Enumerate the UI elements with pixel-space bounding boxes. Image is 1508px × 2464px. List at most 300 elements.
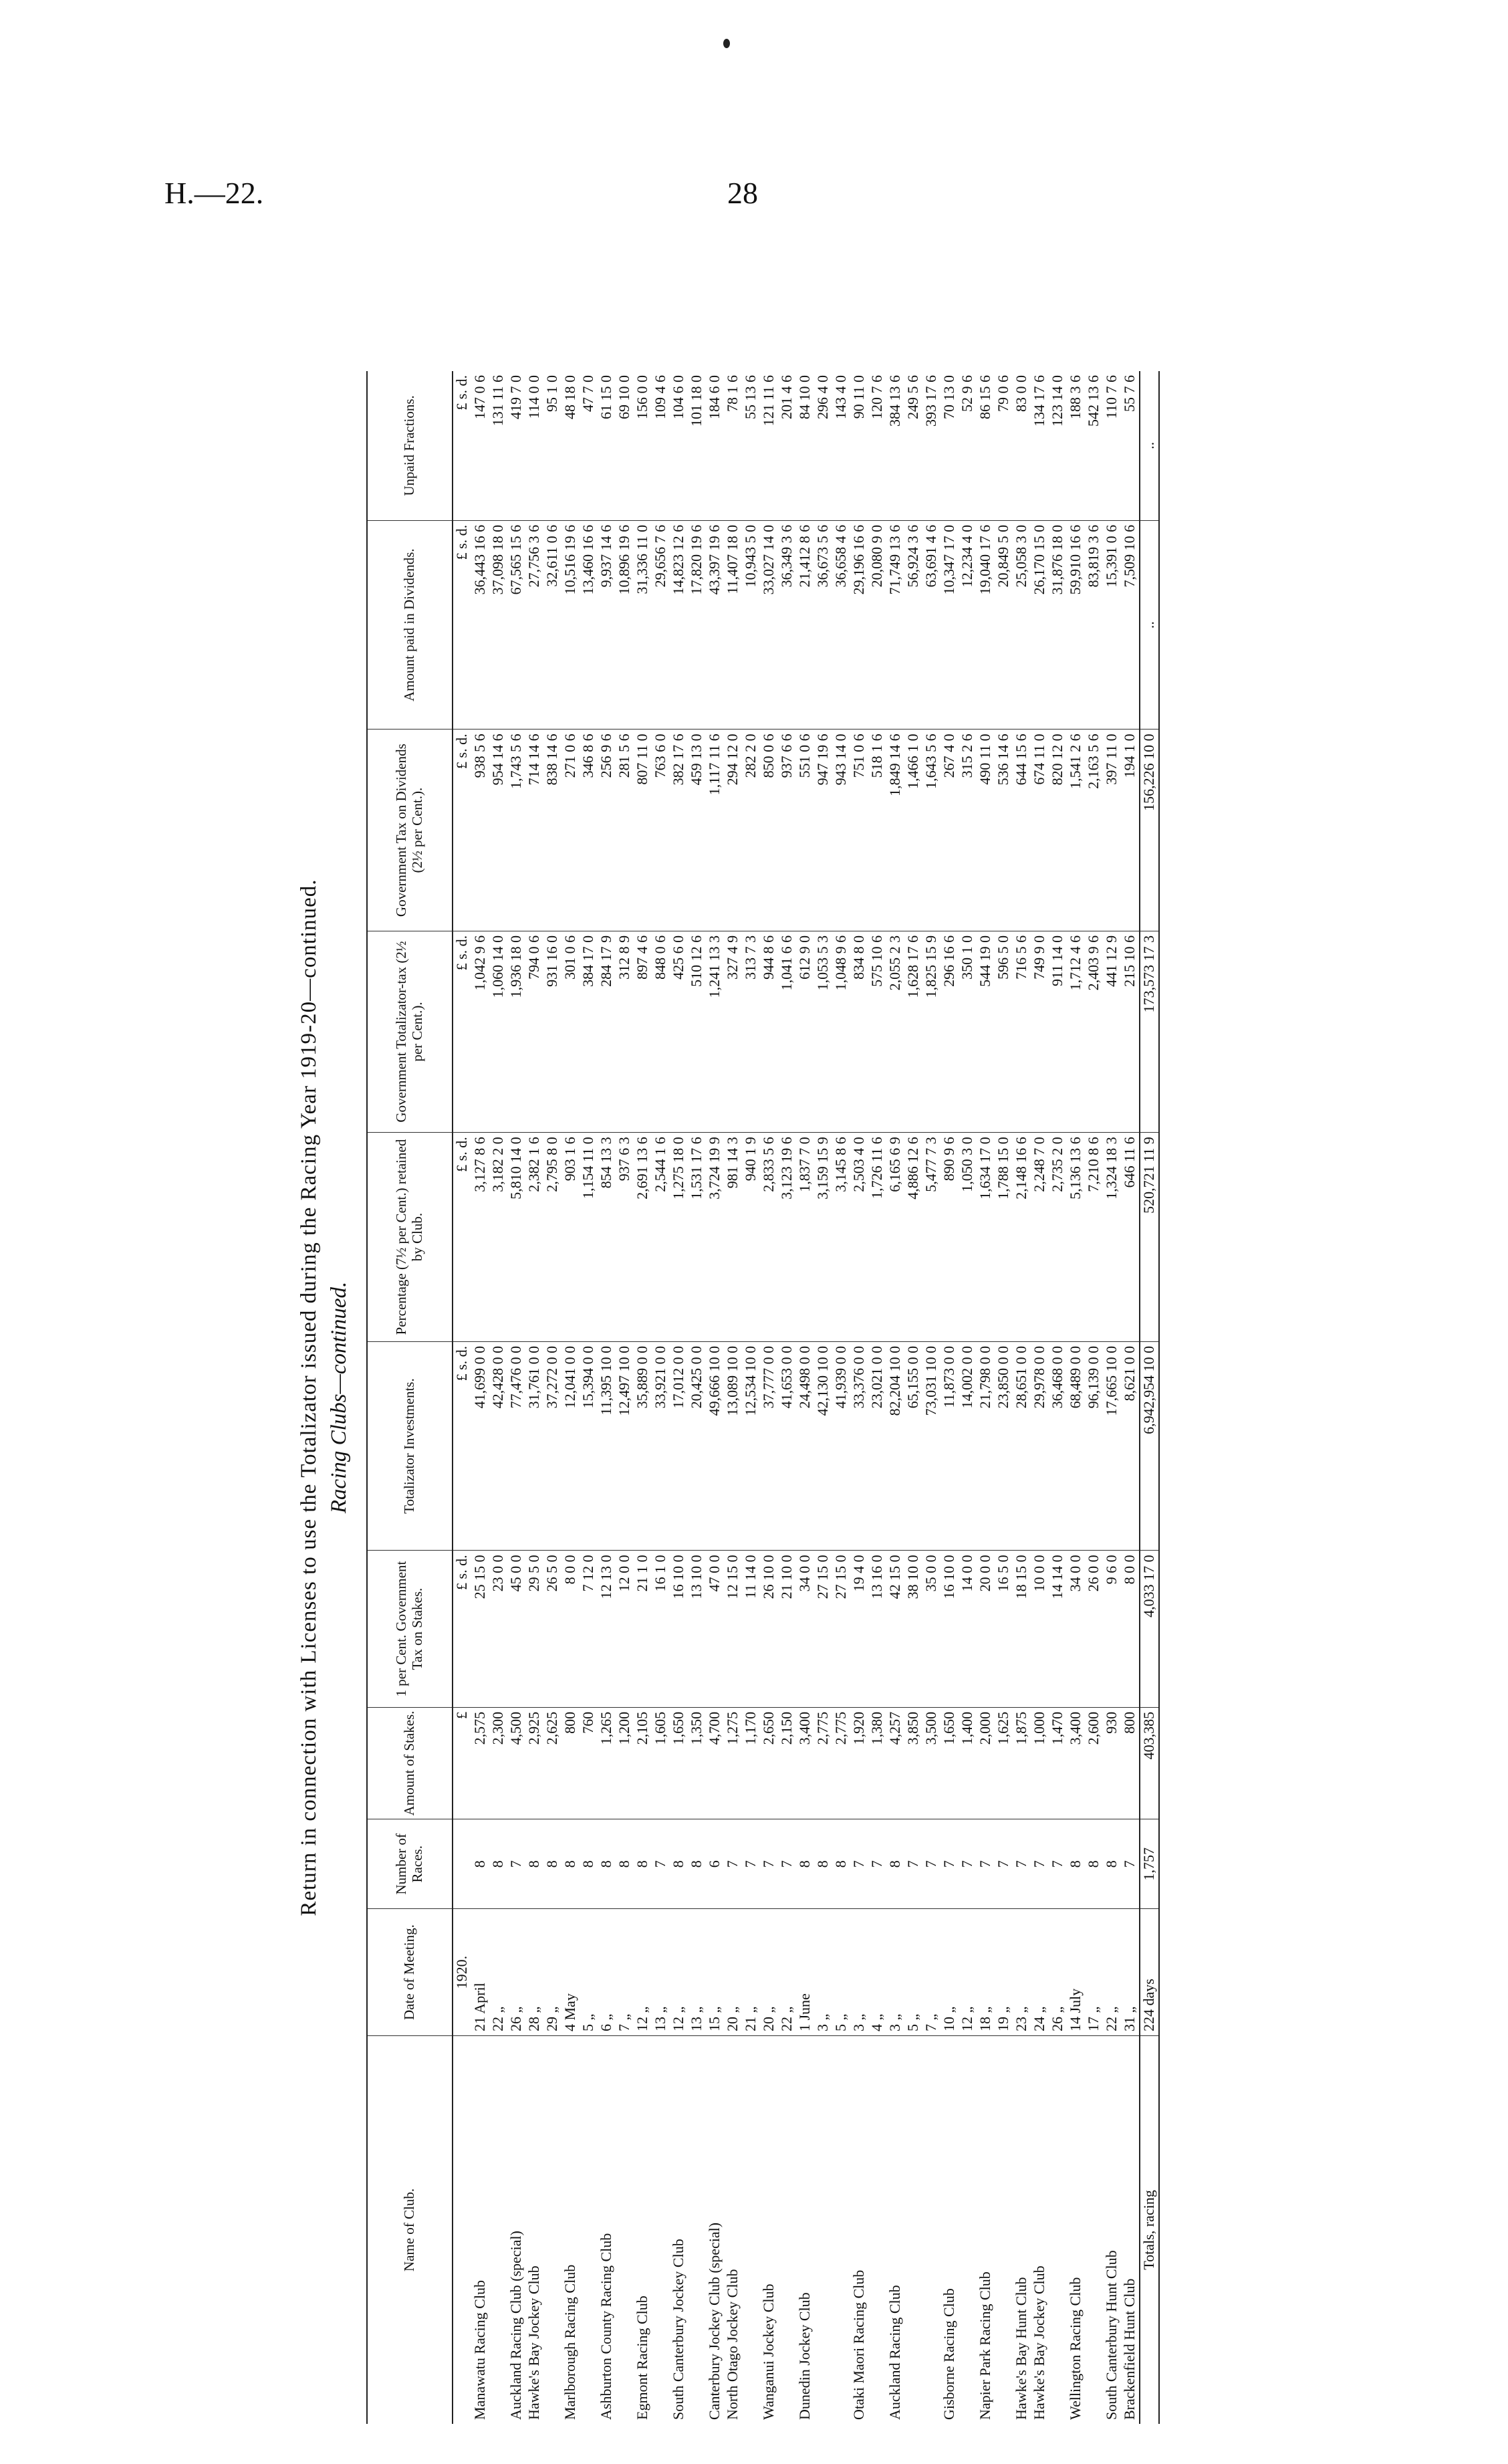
table-row (814, 371, 832, 2424)
value-cell: 70 13 0 (940, 371, 959, 520)
value-cell: 7 (922, 1819, 940, 1909)
value-cell: 937 6 3 (616, 1133, 634, 1342)
value-cell: 37,272 0 0 (543, 1341, 561, 1551)
value-cell: 35 0 0 (922, 1551, 940, 1707)
value-cell: 848 0 6 (652, 931, 670, 1132)
value-cell: 3,400 (1067, 1707, 1085, 1819)
value-cell: 1,400 (959, 1707, 977, 1819)
value-cell: 21 „ (742, 1909, 760, 2036)
value-cell: 5,810 14 0 (507, 1133, 525, 1342)
club-name-cell: Auckland Racing Club (special) (507, 2231, 525, 2420)
value-cell: 12 0 0 (616, 1551, 634, 1707)
value-cell: 7 (904, 1819, 922, 1909)
value-cell: 55 7 6 (1121, 371, 1140, 520)
value-cell: 7,509 10 6 (1121, 520, 1140, 730)
value-cell: 1 June (796, 1909, 814, 2036)
column-header: Unpaid Fractions. (367, 371, 453, 520)
value-cell: 83 0 0 (1013, 371, 1031, 520)
value-cell: 29,978 0 0 (1031, 1341, 1049, 1551)
value-cell: 10,347 17 0 (940, 520, 959, 730)
club-name-cell: North Otago Jockey Club (724, 2269, 741, 2420)
value-cell: 31,336 11 0 (634, 520, 652, 730)
value-cell: 5 „ (580, 1909, 598, 2036)
value-cell: 18 „ (977, 1909, 995, 2036)
value-cell: 19 4 0 (850, 1551, 868, 1707)
value-cell: 47 7 0 (580, 371, 598, 520)
value-cell: 23 0 0 (489, 1551, 507, 1707)
value-cell: 794 0 6 (525, 931, 543, 1132)
value-cell: 3,145 8 6 (832, 1133, 850, 1342)
value-cell: 7 „ (616, 1909, 634, 2036)
value-cell: 1,060 14 0 (489, 931, 507, 1132)
value-cell: 3 „ (886, 1909, 904, 2036)
value-cell: 931 16 0 (543, 931, 561, 1132)
value-cell: 518 1 6 (868, 730, 886, 931)
value-cell: 8 (688, 1819, 706, 1909)
table-row (1013, 371, 1031, 2424)
club-name-cell: Dunedin Jockey Club (796, 2292, 813, 2420)
value-cell: 382 17 6 (670, 730, 688, 931)
value-cell: 1,743 5 6 (507, 730, 525, 931)
value-cell: 17,665 10 0 (1103, 1341, 1121, 1551)
value-cell: 1,470 (1049, 1707, 1067, 1819)
value-cell: 800 (1121, 1707, 1140, 1819)
value-cell: 86 15 6 (977, 371, 995, 520)
value-cell: 612 9 0 (796, 931, 814, 1132)
value-cell: 2,795 8 0 (543, 1133, 561, 1342)
value-cell: 1,042 9 6 (471, 931, 489, 1132)
table-row (724, 371, 742, 2424)
club-name-cell (922, 2036, 940, 2425)
column-header: Amount of Stakes. (367, 1707, 453, 1819)
value-cell: 65,155 0 0 (904, 1341, 922, 1551)
value-cell: 419 7 0 (507, 371, 525, 520)
value-cell: 2,735 2 0 (1049, 1133, 1067, 1342)
value-cell: 104 6 0 (670, 371, 688, 520)
value-cell: 1,634 17 0 (977, 1133, 995, 1342)
value-cell: 13,460 16 6 (580, 520, 598, 730)
value-cell: 29,196 16 6 (850, 520, 868, 730)
value-cell: 7 (850, 1819, 868, 1909)
table-row (778, 371, 796, 2424)
value-cell: 27 15 0 (814, 1551, 832, 1707)
value-cell: 1,837 7 0 (796, 1133, 814, 1342)
value-cell: 96,139 0 0 (1085, 1341, 1103, 1551)
column-header: Number of Races. (367, 1819, 453, 1909)
value-cell: 83,819 3 6 (1085, 520, 1103, 730)
value-cell: 8 (670, 1819, 688, 1909)
column-header: Government Tax on Dividends (2½ per Cent.). (367, 730, 453, 931)
value-cell: 34 0 0 (796, 1551, 814, 1707)
value-cell: 1,712 4 6 (1067, 931, 1085, 1132)
column-header: Totalizator Investments. (367, 1341, 453, 1551)
value-cell: 296 16 6 (940, 931, 959, 1132)
value-cell: 1,936 18 0 (507, 931, 525, 1132)
table-row (904, 371, 922, 2424)
page-number: 28 (727, 176, 758, 210)
club-name-cell (814, 2036, 832, 2425)
value-cell: 7 (724, 1819, 742, 1909)
table-row (832, 371, 850, 2424)
club-name-cell: Egmont Racing Club (634, 2295, 651, 2420)
value-cell: 12,234 4 0 (959, 520, 977, 730)
table-row (507, 371, 525, 2424)
value-cell: 12 13 0 (598, 1551, 616, 1707)
value-cell: 7 (778, 1819, 796, 1909)
value-cell: 441 12 9 (1103, 931, 1121, 1132)
value-cell: 1,380 (868, 1707, 886, 1819)
value-cell: 1,650 (940, 1707, 959, 1819)
value-cell: 542 13 6 (1085, 371, 1103, 520)
value-cell: 2,300 (489, 1707, 507, 1819)
club-name-cell (652, 2036, 670, 2425)
value-cell: 21 April (471, 1909, 489, 2036)
value-cell: 26 „ (1049, 1909, 1067, 2036)
table-row (561, 371, 580, 2424)
value-cell: 2,000 (977, 1707, 995, 1819)
value-cell: 1,650 (670, 1707, 688, 1819)
table-row (616, 371, 634, 2424)
club-name-cell (1049, 2036, 1067, 2425)
table-row (922, 371, 940, 2424)
value-cell: 36,658 4 6 (832, 520, 850, 730)
value-cell: 2,148 16 6 (1013, 1133, 1031, 1342)
table-row (1121, 371, 1140, 2424)
value-cell: 32,611 0 6 (543, 520, 561, 730)
club-name-cell: Otaki Maori Racing Club (850, 2269, 868, 2420)
table-row (525, 371, 543, 2424)
value-cell: 2,150 (778, 1707, 796, 1819)
value-cell: 121 11 6 (760, 371, 778, 520)
value-cell: 13 „ (652, 1909, 670, 2036)
table-row (471, 371, 489, 2424)
value-cell: 12 „ (634, 1909, 652, 2036)
club-name-cell: Wanganui Jockey Club (760, 2283, 777, 2420)
value-cell: 33,027 14 0 (760, 520, 778, 730)
value-cell: 95 1 0 (543, 371, 561, 520)
value-cell: 18 15 0 (1013, 1551, 1031, 1707)
value-cell: 36,349 3 6 (778, 520, 796, 730)
value-cell: 42 15 0 (886, 1551, 904, 1707)
value-cell: 19 „ (995, 1909, 1013, 2036)
value-cell: 10,516 19 6 (561, 520, 580, 730)
value-cell: 1,154 11 0 (580, 1133, 598, 1342)
value-cell: 3,724 19 9 (706, 1133, 724, 1342)
value-cell: 940 1 9 (742, 1133, 760, 1342)
table-subtitle: Racing Clubs—continued. (327, 1281, 351, 1514)
table-row (543, 371, 561, 2424)
value-cell: 551 0 6 (796, 730, 814, 931)
value-cell: 7 (507, 1819, 525, 1909)
value-cell: 4,257 (886, 1707, 904, 1819)
value-cell: 7 12 0 (580, 1551, 598, 1707)
column-header: Name of Club. (367, 2036, 453, 2425)
value-cell: 194 1 0 (1121, 730, 1140, 931)
value-cell: 114 0 0 (525, 371, 543, 520)
value-cell: 763 6 0 (652, 730, 670, 931)
value-cell: 646 11 6 (1121, 1133, 1140, 1342)
value-cell: 36,443 16 6 (471, 520, 489, 730)
value-cell: 26,170 15 0 (1031, 520, 1049, 730)
value-cell: 35,889 0 0 (634, 1341, 652, 1551)
value-cell: 12 „ (959, 1909, 977, 2036)
club-name-cell: Hawke's Bay Jockey Club (1031, 2265, 1048, 2420)
value-cell: 943 14 0 (832, 730, 850, 931)
table-row (1049, 371, 1067, 2424)
value-cell: 14 July (1067, 1909, 1085, 2036)
value-cell: 890 9 6 (940, 1133, 959, 1342)
value-cell: 19,040 17 6 (977, 520, 995, 730)
totals-label: Totals, racing (1140, 2036, 1159, 2425)
table-row (489, 371, 507, 2424)
value-cell: 6,165 6 9 (886, 1133, 904, 1342)
value-cell: 41,939 0 0 (832, 1341, 850, 1551)
value-cell: 16 1 0 (652, 1551, 670, 1707)
value-cell: 820 12 0 (1049, 730, 1067, 931)
value-cell: 42,130 10 0 (814, 1341, 832, 1551)
value-cell: 271 0 6 (561, 730, 580, 931)
value-cell: 2,600 (1085, 1707, 1103, 1819)
unit-cell: £ s. d. (453, 931, 471, 1132)
value-cell: 5,136 13 6 (1067, 1133, 1085, 1342)
value-cell: 41,699 0 0 (471, 1341, 489, 1551)
club-name-cell (688, 2036, 706, 2425)
value-cell: 1,324 18 3 (1103, 1133, 1121, 1342)
value-cell: 90 11 0 (850, 371, 868, 520)
value-cell: 31 „ (1121, 1909, 1140, 2036)
value-cell: 13 „ (688, 1909, 706, 2036)
value-cell: 27 15 0 (832, 1551, 850, 1707)
value-cell: 109 4 6 (652, 371, 670, 520)
value-cell: 101 18 0 (688, 371, 706, 520)
value-cell: 312 8 9 (616, 931, 634, 1132)
value-cell: 45 0 0 (507, 1551, 525, 1707)
value-cell: 24 „ (1031, 1909, 1049, 2036)
value-cell: 26 10 0 (760, 1551, 778, 1707)
value-cell: 8 (616, 1819, 634, 1909)
value-cell: 11,395 10 0 (598, 1341, 616, 1551)
value-cell: 575 10 6 (868, 931, 886, 1132)
value-cell: 834 8 0 (850, 931, 868, 1132)
unit-cell: £ s. d. (453, 1551, 471, 1707)
value-cell: 2,775 (814, 1707, 832, 1819)
value-cell: 2,650 (760, 1707, 778, 1819)
value-cell: 8 (471, 1819, 489, 1909)
value-cell: 1,625 (995, 1707, 1013, 1819)
club-name-cell (778, 2036, 796, 2425)
value-cell: 25,058 3 0 (1013, 520, 1031, 730)
value-cell: 12,497 10 0 (616, 1341, 634, 1551)
ink-speck (723, 39, 730, 48)
value-cell: 33,376 0 0 (850, 1341, 868, 1551)
column-header: Date of Meeting. (367, 1909, 453, 2036)
unit-row (453, 371, 471, 2424)
value-cell: 510 12 6 (688, 931, 706, 1132)
value-cell: 3 „ (850, 1909, 868, 2036)
table-row (886, 371, 904, 2424)
rotated-table-block (293, 371, 1215, 2424)
value-cell: 68,489 0 0 (1067, 1341, 1085, 1551)
table-row (1067, 371, 1085, 2424)
value-cell: 38 10 0 (904, 1551, 922, 1707)
value-cell: 14,823 12 6 (670, 520, 688, 730)
totals-row (1140, 371, 1159, 2424)
table-row (688, 371, 706, 2424)
value-cell: 10 0 0 (1031, 1551, 1049, 1707)
value-cell: 930 (1103, 1707, 1121, 1819)
value-cell: 3,400 (796, 1707, 814, 1819)
total-cell: 224 days (1140, 1909, 1159, 2036)
value-cell: 8 (814, 1819, 832, 1909)
value-cell: 84 10 0 (796, 371, 814, 520)
value-cell: 6 „ (598, 1909, 616, 2036)
value-cell: 7 (1121, 1819, 1140, 1909)
value-cell: 55 13 6 (742, 371, 760, 520)
table-header-row (367, 371, 453, 2424)
club-name-cell (832, 2036, 850, 2425)
value-cell: 23,021 0 0 (868, 1341, 886, 1551)
value-cell: 9,937 14 6 (598, 520, 616, 730)
value-cell: 944 8 6 (760, 931, 778, 1132)
value-cell: 16 10 0 (670, 1551, 688, 1707)
value-cell: 37,777 0 0 (760, 1341, 778, 1551)
value-cell: 282 2 0 (742, 730, 760, 931)
value-cell: 8 (580, 1819, 598, 1909)
value-cell: 215 10 6 (1121, 931, 1140, 1132)
value-cell: 14 14 0 (1049, 1551, 1067, 1707)
value-cell: 8 (796, 1819, 814, 1909)
value-cell: 12 „ (670, 1909, 688, 2036)
club-name-cell (580, 2036, 598, 2425)
value-cell: 1,541 2 6 (1067, 730, 1085, 931)
value-cell: 281 5 6 (616, 730, 634, 931)
column-header: Amount paid in Dividends. (367, 520, 453, 730)
value-cell: 1,531 17 6 (688, 1133, 706, 1342)
value-cell: 1,849 14 6 (886, 730, 904, 931)
value-cell: 21,412 8 6 (796, 520, 814, 730)
value-cell: 4 „ (868, 1909, 886, 2036)
value-cell: 4,886 12 6 (904, 1133, 922, 1342)
value-cell: 1,466 1 0 (904, 730, 922, 931)
value-cell: 6 (706, 1819, 724, 1909)
table-row (977, 371, 995, 2424)
value-cell: 716 5 6 (1013, 931, 1031, 1132)
value-cell: 156 0 0 (634, 371, 652, 520)
value-cell: 807 11 0 (634, 730, 652, 931)
value-cell: 850 0 6 (760, 730, 778, 931)
value-cell: 854 13 3 (598, 1133, 616, 1342)
value-cell: 2,625 (543, 1707, 561, 1819)
value-cell: 4,700 (706, 1707, 724, 1819)
value-cell: 8,621 0 0 (1121, 1341, 1140, 1551)
value-cell: 393 17 6 (922, 371, 940, 520)
value-cell: 4 May (561, 1909, 580, 2036)
value-cell: 1,643 5 6 (922, 730, 940, 931)
value-cell: 9 6 0 (1103, 1551, 1121, 1707)
value-cell: 61 15 0 (598, 371, 616, 520)
value-cell: 2,105 (634, 1707, 652, 1819)
unit-cell: £ s. d. (453, 730, 471, 931)
value-cell: 15,394 0 0 (580, 1341, 598, 1551)
value-cell: 63,691 4 6 (922, 520, 940, 730)
value-cell: 490 11 0 (977, 730, 995, 931)
value-cell: 15 „ (706, 1909, 724, 2036)
table-row (1085, 371, 1103, 2424)
value-cell: 1,117 11 6 (706, 730, 724, 931)
value-cell: 37,098 18 0 (489, 520, 507, 730)
value-cell: 938 5 6 (471, 730, 489, 931)
value-cell: 33,921 0 0 (652, 1341, 670, 1551)
value-cell: 544 19 0 (977, 931, 995, 1132)
value-cell: 21 10 0 (778, 1551, 796, 1707)
club-name-cell: Gisborne Racing Club (940, 2288, 958, 2420)
value-cell: 674 11 0 (1031, 730, 1049, 931)
table-body (453, 371, 1140, 2424)
value-cell: 12 15 0 (724, 1551, 742, 1707)
value-cell: 3,850 (904, 1707, 922, 1819)
value-cell: 48 18 0 (561, 371, 580, 520)
value-cell: 1,788 15 0 (995, 1133, 1013, 1342)
value-cell: 1,726 11 6 (868, 1133, 886, 1342)
value-cell: 20 0 0 (977, 1551, 995, 1707)
value-cell: 2,775 (832, 1707, 850, 1819)
value-cell: 1,825 15 9 (922, 931, 940, 1132)
value-cell: 7 (868, 1819, 886, 1909)
value-cell: 26 „ (507, 1909, 525, 2036)
value-cell: 20,849 5 0 (995, 520, 1013, 730)
value-cell: 315 2 6 (959, 730, 977, 931)
value-cell: 911 14 0 (1049, 931, 1067, 1132)
club-name-cell (904, 2036, 922, 2425)
value-cell: 8 0 0 (1121, 1551, 1140, 1707)
value-cell: 1,053 5 3 (814, 931, 832, 1132)
value-cell: 26 0 0 (1085, 1551, 1103, 1707)
value-cell: 954 14 6 (489, 730, 507, 931)
value-cell: 7 (1013, 1819, 1031, 1909)
unit-cell: £ s. d. (453, 371, 471, 520)
value-cell: 10 „ (940, 1909, 959, 2036)
value-cell: 7 „ (922, 1909, 940, 2036)
totalizator-return-table (366, 371, 1160, 2424)
value-cell: 27,756 3 6 (525, 520, 543, 730)
value-cell: 7 (959, 1819, 977, 1909)
value-cell: 17,820 19 6 (688, 520, 706, 730)
value-cell: 26 5 0 (543, 1551, 561, 1707)
column-header: Percentage (7½ per Cent.) retained by Club. (367, 1133, 453, 1342)
table-row (1103, 371, 1121, 2424)
value-cell: 7 (652, 1819, 670, 1909)
total-cell: 520,721 11 9 (1140, 1133, 1159, 1342)
club-name-cell: Wellington Racing Club (1067, 2277, 1084, 2420)
value-cell: 12,534 10 0 (742, 1341, 760, 1551)
table-row (959, 371, 977, 2424)
table-row (850, 371, 868, 2424)
value-cell: 11,407 18 0 (724, 520, 742, 730)
value-cell: 11 14 0 (742, 1551, 760, 1707)
value-cell: 397 11 0 (1103, 730, 1121, 931)
value-cell: 20,080 9 0 (868, 520, 886, 730)
value-cell: 7 (940, 1819, 959, 1909)
value-cell: 41,653 0 0 (778, 1341, 796, 1551)
value-cell: 3 „ (814, 1909, 832, 2036)
value-cell: 313 7 3 (742, 931, 760, 1132)
value-cell: 1,000 (1031, 1707, 1049, 1819)
unit-cell: £ s. d. (453, 1133, 471, 1342)
club-name-cell: Auckland Racing Club (886, 2285, 904, 2420)
value-cell: 2,503 4 0 (850, 1133, 868, 1342)
value-cell: 947 19 6 (814, 730, 832, 931)
value-cell: 15,391 0 6 (1103, 520, 1121, 730)
